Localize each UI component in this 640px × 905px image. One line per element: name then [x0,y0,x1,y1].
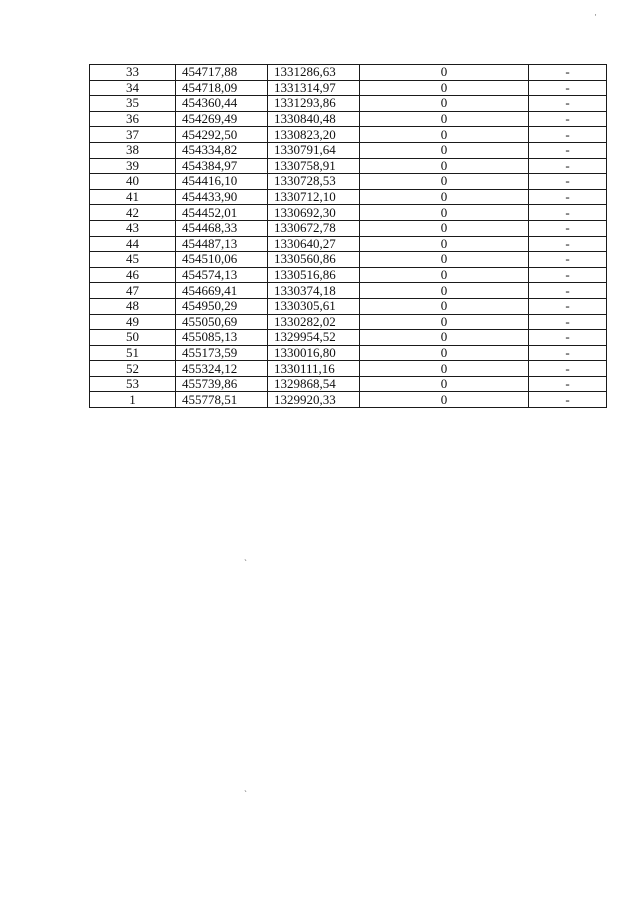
table-row [90,220,607,236]
table-row [90,392,607,408]
table-row [90,65,607,81]
cell-y-coordinate: 1330374,18 [268,283,360,299]
cell-value: 0 [360,330,529,346]
cell-point-number: 33 [90,65,176,81]
cell-y-coordinate: 1330560,86 [268,252,360,268]
cell-x-coordinate: 454717,88 [176,65,268,81]
cell-point-number: 36 [90,111,176,127]
cell-dash: - [529,158,607,174]
cell-y-coordinate: 1330712,10 [268,189,360,205]
cell-y-coordinate: 1330111,16 [268,361,360,377]
cell-value: 0 [360,283,529,299]
cell-point-number: 39 [90,158,176,174]
cell-dash: - [529,80,607,96]
cell-y-coordinate: 1331286,63 [268,65,360,81]
cell-dash: - [529,376,607,392]
table-row [90,267,607,283]
cell-y-coordinate: 1329920,33 [268,392,360,408]
cell-value: 0 [360,205,529,221]
table-row [90,205,607,221]
cell-x-coordinate: 454269,49 [176,111,268,127]
cell-value: 0 [360,252,529,268]
cell-point-number: 51 [90,345,176,361]
cell-y-coordinate: 1330692,30 [268,205,360,221]
cell-value: 0 [360,158,529,174]
cell-point-number: 34 [90,80,176,96]
cell-value: 0 [360,111,529,127]
cell-y-coordinate: 1330758,91 [268,158,360,174]
cell-value: 0 [360,96,529,112]
cell-y-coordinate: 1330728,53 [268,174,360,190]
cell-dash: - [529,96,607,112]
cell-dash: - [529,142,607,158]
cell-point-number: 49 [90,314,176,330]
cell-x-coordinate: 454292,50 [176,127,268,143]
cell-x-coordinate: 454487,13 [176,236,268,252]
cell-y-coordinate: 1330840,48 [268,111,360,127]
table-row [90,236,607,252]
coordinates-table-body [90,65,607,408]
table-row [90,174,607,190]
table-row [90,111,607,127]
table-row [90,252,607,268]
cell-point-number: 40 [90,174,176,190]
cell-value: 0 [360,220,529,236]
cell-value: 0 [360,392,529,408]
cell-y-coordinate: 1329868,54 [268,376,360,392]
table-row [90,158,607,174]
table-row [90,298,607,314]
cell-value: 0 [360,376,529,392]
cell-y-coordinate: 1330282,02 [268,314,360,330]
cell-point-number: 42 [90,205,176,221]
cell-value: 0 [360,80,529,96]
cell-y-coordinate: 1330305,61 [268,298,360,314]
table-row [90,330,607,346]
cell-y-coordinate: 1330791,64 [268,142,360,158]
cell-x-coordinate: 455050,69 [176,314,268,330]
cell-x-coordinate: 454452,01 [176,205,268,221]
coordinates-table [89,64,607,408]
table-row [90,96,607,112]
cell-point-number: 48 [90,298,176,314]
cell-x-coordinate: 455778,51 [176,392,268,408]
cell-x-coordinate: 454574,13 [176,267,268,283]
cell-value: 0 [360,267,529,283]
cell-y-coordinate: 1330516,86 [268,267,360,283]
cell-point-number: 46 [90,267,176,283]
cell-value: 0 [360,127,529,143]
cell-y-coordinate: 1331314,97 [268,80,360,96]
scan-speck: ` [244,789,247,799]
cell-y-coordinate: 1330640,27 [268,236,360,252]
cell-dash: - [529,236,607,252]
cell-dash: - [529,298,607,314]
table-row [90,283,607,299]
cell-value: 0 [360,65,529,81]
cell-x-coordinate: 454360,44 [176,96,268,112]
cell-point-number: 35 [90,96,176,112]
cell-point-number: 38 [90,142,176,158]
cell-dash: - [529,392,607,408]
cell-dash: - [529,189,607,205]
cell-value: 0 [360,361,529,377]
cell-x-coordinate: 454718,09 [176,80,268,96]
cell-dash: - [529,252,607,268]
cell-y-coordinate: 1330672,78 [268,220,360,236]
cell-point-number: 53 [90,376,176,392]
cell-dash: - [529,65,607,81]
cell-point-number: 37 [90,127,176,143]
cell-y-coordinate: 1331293,86 [268,96,360,112]
cell-value: 0 [360,189,529,205]
cell-point-number: 45 [90,252,176,268]
table-row [90,376,607,392]
cell-x-coordinate: 455324,12 [176,361,268,377]
cell-dash: - [529,111,607,127]
cell-dash: - [529,267,607,283]
cell-x-coordinate: 454669,41 [176,283,268,299]
cell-dash: - [529,205,607,221]
cell-x-coordinate: 454416,10 [176,174,268,190]
cell-x-coordinate: 455739,86 [176,376,268,392]
cell-x-coordinate: 455085,13 [176,330,268,346]
cell-point-number: 41 [90,189,176,205]
cell-value: 0 [360,142,529,158]
cell-dash: - [529,127,607,143]
cell-value: 0 [360,345,529,361]
cell-y-coordinate: 1330823,20 [268,127,360,143]
cell-dash: - [529,174,607,190]
table-row [90,189,607,205]
cell-x-coordinate: 454384,97 [176,158,268,174]
table-row [90,142,607,158]
cell-point-number: 1 [90,392,176,408]
cell-y-coordinate: 1330016,80 [268,345,360,361]
cell-point-number: 47 [90,283,176,299]
cell-x-coordinate: 455173,59 [176,345,268,361]
cell-x-coordinate: 454334,82 [176,142,268,158]
cell-dash: - [529,283,607,299]
cell-dash: - [529,314,607,330]
cell-point-number: 52 [90,361,176,377]
table-row [90,80,607,96]
table-row [90,345,607,361]
cell-value: 0 [360,236,529,252]
table-row [90,361,607,377]
cell-point-number: 44 [90,236,176,252]
scan-speck: ` [244,558,247,568]
cell-x-coordinate: 454510,06 [176,252,268,268]
cell-y-coordinate: 1329954,52 [268,330,360,346]
cell-value: 0 [360,314,529,330]
table-row [90,314,607,330]
cell-value: 0 [360,174,529,190]
cell-x-coordinate: 454433,90 [176,189,268,205]
cell-point-number: 43 [90,220,176,236]
cell-dash: - [529,330,607,346]
cell-x-coordinate: 454468,33 [176,220,268,236]
cell-x-coordinate: 454950,29 [176,298,268,314]
cell-value: 0 [360,298,529,314]
scan-speck: · [594,10,597,20]
cell-point-number: 50 [90,330,176,346]
cell-dash: - [529,345,607,361]
table-row [90,127,607,143]
cell-dash: - [529,220,607,236]
cell-dash: - [529,361,607,377]
